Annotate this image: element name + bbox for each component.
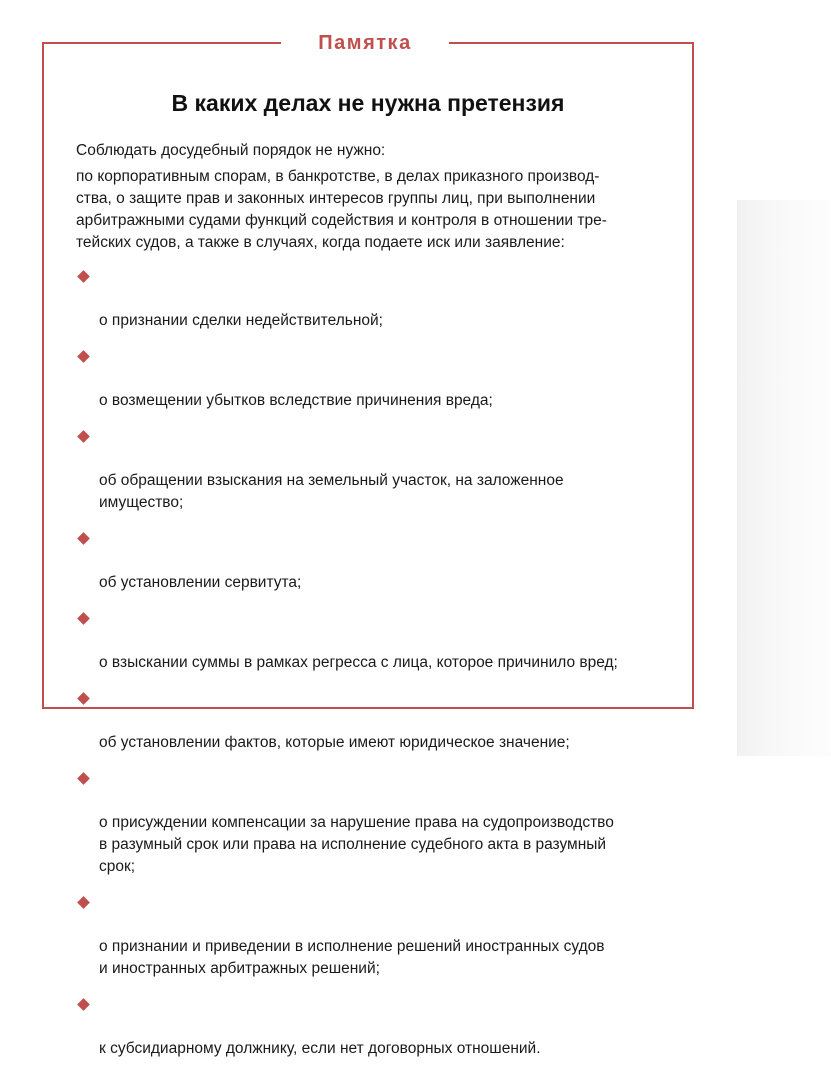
- list-item-text: о взыскании суммы в рамках регресса с лица, которое причинило вред;: [99, 654, 618, 671]
- diamond-bullet-icon: [77, 270, 90, 283]
- list-item-text: о возмещении убытков вследствие причинения вреда;: [99, 392, 493, 409]
- list-item: [76, 608, 676, 674]
- diamond-bullet-icon: [77, 896, 90, 909]
- intro-text: Соблюдать досудебный порядок не нужно:: [76, 142, 386, 159]
- list-item: [76, 688, 676, 754]
- list-item-text: о присуждении компенсации за нарушение права на судопроизводство в разумный срок или права на исполнение судебного акта в разумный срок;: [99, 814, 614, 875]
- diamond-bullet-icon: [77, 430, 90, 443]
- exception-list: [76, 266, 676, 1074]
- list-item-text: об установлении сервитута;: [99, 574, 302, 591]
- list-item: [76, 426, 676, 514]
- memo-title: В каких делах не нужна претензия: [171, 90, 565, 116]
- page-edge-shadow: [737, 200, 831, 756]
- list-item: [76, 346, 676, 412]
- list-item: [76, 266, 676, 332]
- intro-body: по корпоративным спорам, в банкротстве, в делах приказного производ- ства, о защите прав и законных интересов группы лиц, при выполнении арбитражными судами функций содействия и контроля в отношении тре- тейских судов, а также в случаях, когда подаете иск или заявление:: [76, 168, 607, 251]
- list-item: [76, 528, 676, 594]
- list-item-text: об установлении фактов, которые имеют юридическое значение;: [99, 734, 570, 751]
- diamond-bullet-icon: [77, 692, 90, 705]
- diamond-bullet-icon: [77, 772, 90, 785]
- list-item-text: о признании сделки недействительной;: [99, 312, 383, 329]
- memo-label: Памятка: [281, 31, 449, 55]
- list-item: [76, 768, 676, 878]
- list-item: [76, 994, 676, 1060]
- diamond-bullet-icon: [77, 998, 90, 1011]
- list-item-text: о признании и приведении в исполнение решений иностранных судов и иностранных арбитражных решений;: [99, 938, 605, 977]
- list-item-text: к субсидиарному должнику, если нет договорных отношений.: [99, 1040, 541, 1057]
- diamond-bullet-icon: [77, 350, 90, 363]
- diamond-bullet-icon: [77, 612, 90, 625]
- list-item-text: об обращении взыскания на земельный участок, на заложенное имущество;: [99, 472, 564, 511]
- list-item: [76, 892, 676, 980]
- diamond-bullet-icon: [77, 532, 90, 545]
